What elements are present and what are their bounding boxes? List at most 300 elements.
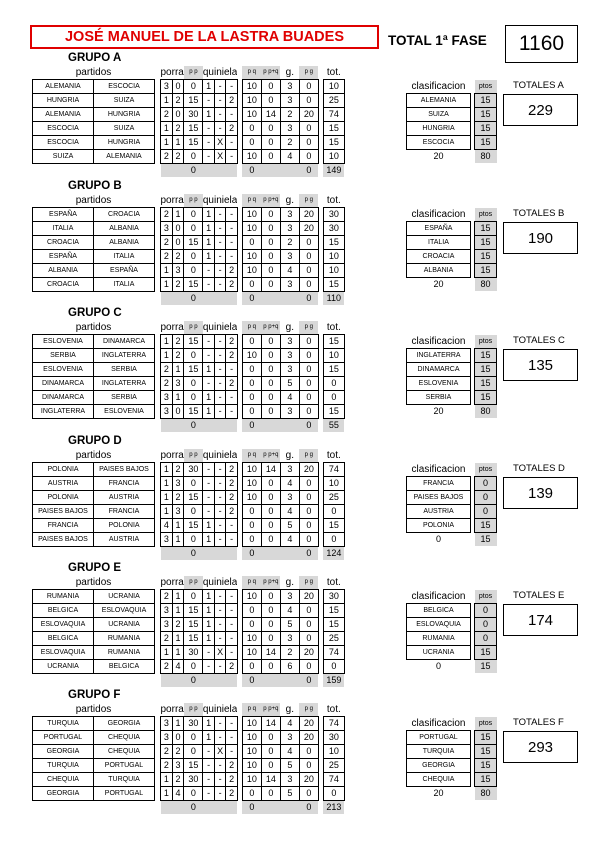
classification-team: PORTUGAL xyxy=(407,731,471,745)
header-pg: p g xyxy=(299,449,318,463)
header-porra: porra xyxy=(160,195,184,206)
points-quiniela: 10 xyxy=(242,208,261,222)
match-row xyxy=(33,363,345,377)
quiniela-x: - xyxy=(214,208,225,222)
quiniela-2: - xyxy=(226,717,238,731)
score-home: 3 xyxy=(161,618,173,632)
team-home: ESCOCIA xyxy=(33,122,94,136)
team-away: FRANCIA xyxy=(94,477,155,491)
points-porra-quiniela: 0 xyxy=(261,660,280,674)
quiniela-x: - xyxy=(214,491,225,505)
team-away: UCRANIA xyxy=(94,618,155,632)
classification-points: 15 xyxy=(475,349,497,363)
quiniela-2: 2 xyxy=(226,264,238,278)
quiniela-2: - xyxy=(226,590,238,604)
row-total: 10 xyxy=(323,477,344,491)
team-home: DINAMARCA xyxy=(33,391,94,405)
score-away: 2 xyxy=(172,122,184,136)
match-row xyxy=(33,250,345,264)
points-goals: 0 xyxy=(299,150,318,164)
quiniela-1: - xyxy=(203,335,214,349)
points-porra: 15 xyxy=(184,618,203,632)
score-home: 3 xyxy=(161,391,173,405)
goals: 3 xyxy=(280,731,299,745)
points-porra: 0 xyxy=(184,787,203,801)
goals: 3 xyxy=(280,463,299,477)
header-clasificacion: clasificacion xyxy=(411,81,466,92)
classification-team: TURQUIA xyxy=(407,745,471,759)
points-porra-quiniela: 0 xyxy=(261,349,280,363)
quiniela-1: 1 xyxy=(203,222,214,236)
points-porra: 0 xyxy=(184,660,203,674)
quiniela-2: 2 xyxy=(226,122,238,136)
points-goals: 0 xyxy=(299,349,318,363)
header-g: g. xyxy=(285,577,295,588)
sum-points-goals: 0 xyxy=(299,801,318,815)
points-quiniela: 0 xyxy=(242,335,261,349)
quiniela-1: - xyxy=(203,660,214,674)
score-home: 2 xyxy=(161,660,173,674)
points-goals: 0 xyxy=(299,94,318,108)
sum-points-porra: 0 xyxy=(184,164,203,178)
points-porra: 15 xyxy=(184,236,203,250)
team-home: ESLOVAQUIA xyxy=(33,646,94,660)
quiniela-2: 2 xyxy=(226,505,238,519)
header-quiniela: quiniela xyxy=(202,195,238,206)
classification-row xyxy=(407,363,497,377)
points-goals: 0 xyxy=(299,136,318,150)
score-away: 3 xyxy=(172,477,184,491)
points-quiniela: 0 xyxy=(242,787,261,801)
row-total: 0 xyxy=(323,787,344,801)
team-away: CHEQUIA xyxy=(94,745,155,759)
score-home: 3 xyxy=(161,405,173,419)
team-home: INGLATERRA xyxy=(33,405,94,419)
team-away: ITALIA xyxy=(94,278,155,292)
sum-points-quiniela: 0 xyxy=(242,164,261,178)
points-porra-quiniela: 0 xyxy=(261,236,280,250)
quiniela-2: 2 xyxy=(226,463,238,477)
points-goals: 0 xyxy=(299,80,318,94)
classification-team: ESCOCIA xyxy=(407,136,471,150)
score-home: 2 xyxy=(161,759,173,773)
sum-blank xyxy=(261,164,280,178)
team-home: ALBANIA xyxy=(33,264,94,278)
goals: 3 xyxy=(280,632,299,646)
goals: 4 xyxy=(280,477,299,491)
group-totals-label: TOTALES A xyxy=(513,80,564,91)
score-home: 1 xyxy=(161,94,173,108)
classification-row xyxy=(407,250,497,264)
header-g: g. xyxy=(285,67,295,78)
sum-blank xyxy=(33,547,161,561)
quiniela-x: - xyxy=(214,477,225,491)
header-quiniela: quiniela xyxy=(202,704,238,715)
quiniela-2: - xyxy=(226,250,238,264)
points-quiniela: 10 xyxy=(242,731,261,745)
sum-blank xyxy=(161,419,184,433)
group-totals-value: 135 xyxy=(503,349,578,381)
classification-row xyxy=(407,477,497,491)
classification-team: GEORGIA xyxy=(407,759,471,773)
header-clasificacion: clasificacion xyxy=(411,464,466,475)
points-goals: 20 xyxy=(299,773,318,787)
quiniela-x: - xyxy=(214,787,225,801)
goals: 5 xyxy=(280,618,299,632)
team-home: CROACIA xyxy=(33,236,94,250)
header-clasificacion: clasificacion xyxy=(411,718,466,729)
sum-blank xyxy=(161,292,184,306)
score-home: 2 xyxy=(161,236,173,250)
group-title: GRUPO B xyxy=(68,180,122,192)
goals: 3 xyxy=(280,278,299,292)
group-totals-label: TOTALES F xyxy=(513,717,564,728)
sum-blank xyxy=(33,674,161,688)
points-porra-quiniela: 14 xyxy=(261,463,280,477)
quiniela-x: - xyxy=(214,391,225,405)
group-title: GRUPO A xyxy=(68,52,122,64)
team-away: INGLATERRA xyxy=(94,349,155,363)
row-total: 10 xyxy=(323,349,344,363)
classification-points: 15 xyxy=(475,759,497,773)
team-away: ESCOCIA xyxy=(94,80,155,94)
sum-blank xyxy=(203,801,237,815)
quiniela-x: - xyxy=(214,236,225,250)
score-away: 4 xyxy=(172,787,184,801)
group-totals-value: 229 xyxy=(503,94,578,126)
score-home: 1 xyxy=(161,773,173,787)
score-away: 2 xyxy=(172,335,184,349)
points-goals: 20 xyxy=(299,731,318,745)
header-pp: p p xyxy=(184,321,203,335)
header-clasificacion: clasificacion xyxy=(411,336,466,347)
goals: 2 xyxy=(280,646,299,660)
score-away: 2 xyxy=(172,745,184,759)
points-goals: 0 xyxy=(299,618,318,632)
goals: 6 xyxy=(280,660,299,674)
header-pq: p q xyxy=(242,321,261,335)
quiniela-1: - xyxy=(203,773,214,787)
row-total: 10 xyxy=(323,150,344,164)
team-home: ESLOVAQUIA xyxy=(33,618,94,632)
points-porra-quiniela: 0 xyxy=(261,264,280,278)
header-ppq: p p+q xyxy=(261,703,280,717)
team-away: ALEMANIA xyxy=(94,150,155,164)
score-home: 2 xyxy=(161,745,173,759)
sum-blank xyxy=(280,801,299,815)
sum-blank xyxy=(261,674,280,688)
team-home: FRANCIA xyxy=(33,519,94,533)
team-away: HUNGRIA xyxy=(94,136,155,150)
quiniela-x: - xyxy=(214,618,225,632)
points-porra-quiniela: 0 xyxy=(261,391,280,405)
row-total: 0 xyxy=(323,660,344,674)
goals: 3 xyxy=(280,335,299,349)
header-tot: tot. xyxy=(326,67,341,78)
classification-footer-right: 80 xyxy=(475,150,497,164)
row-total: 30 xyxy=(323,208,344,222)
row-total: 25 xyxy=(323,632,344,646)
header-partidos: partidos xyxy=(75,450,112,461)
team-home: DINAMARCA xyxy=(33,377,94,391)
team-away: SUIZA xyxy=(94,122,155,136)
classification-footer-right: 80 xyxy=(475,787,497,801)
header-tot: tot. xyxy=(326,704,341,715)
quiniela-1: 1 xyxy=(203,405,214,419)
team-away: ESPAÑA xyxy=(94,264,155,278)
score-home: 4 xyxy=(161,519,173,533)
sum-blank xyxy=(33,164,161,178)
row-total: 25 xyxy=(323,759,344,773)
classification-team: UCRANIA xyxy=(407,646,471,660)
classification-footer-left: 20 xyxy=(433,279,444,289)
header-partidos: partidos xyxy=(75,195,112,206)
team-home: ESLOVENIA xyxy=(33,363,94,377)
points-quiniela: 0 xyxy=(242,405,261,419)
points-goals: 20 xyxy=(299,222,318,236)
header-partidos: partidos xyxy=(75,704,112,715)
header-pq: p q xyxy=(242,703,261,717)
score-home: 2 xyxy=(161,108,173,122)
points-goals: 0 xyxy=(299,505,318,519)
score-home: 3 xyxy=(161,731,173,745)
header-pg: p g xyxy=(299,194,318,208)
row-total: 10 xyxy=(323,80,344,94)
quiniela-1: - xyxy=(203,787,214,801)
points-porra-quiniela: 0 xyxy=(261,250,280,264)
team-away: ESLOVAQUIA xyxy=(94,604,155,618)
sum-blank xyxy=(280,674,299,688)
team-home: POLONIA xyxy=(33,463,94,477)
score-away: 1 xyxy=(172,632,184,646)
classification-team: ALEMANIA xyxy=(407,94,471,108)
sum-blank xyxy=(280,164,299,178)
row-total: 30 xyxy=(323,590,344,604)
points-porra: 15 xyxy=(184,363,203,377)
points-goals: 0 xyxy=(299,391,318,405)
header-ppq: p p+q xyxy=(261,66,280,80)
total-phase-value: 1160 xyxy=(505,25,578,63)
quiniela-1: - xyxy=(203,745,214,759)
points-porra: 15 xyxy=(184,519,203,533)
team-away: CHEQUIA xyxy=(94,731,155,745)
points-goals: 20 xyxy=(299,463,318,477)
classification-team: AUSTRIA xyxy=(407,505,471,519)
header-porra: porra xyxy=(160,322,184,333)
quiniela-2: - xyxy=(226,150,238,164)
row-total: 74 xyxy=(323,717,344,731)
points-quiniela: 10 xyxy=(242,717,261,731)
goals: 3 xyxy=(280,94,299,108)
goals: 3 xyxy=(280,491,299,505)
classification-table xyxy=(406,717,497,800)
quiniela-1: - xyxy=(203,377,214,391)
points-porra: 0 xyxy=(184,250,203,264)
sum-points-goals: 0 xyxy=(299,674,318,688)
score-away: 3 xyxy=(172,264,184,278)
match-row xyxy=(33,108,345,122)
points-porra-quiniela: 14 xyxy=(261,717,280,731)
header-ppq: p p+q xyxy=(261,194,280,208)
classification-points: 15 xyxy=(475,94,497,108)
match-row xyxy=(33,533,345,547)
match-row xyxy=(33,590,345,604)
classification-team: INGLATERRA xyxy=(407,349,471,363)
points-porra-quiniela: 14 xyxy=(261,646,280,660)
header-g: g. xyxy=(285,450,295,461)
points-goals: 0 xyxy=(299,477,318,491)
team-home: PAISES BAJOS xyxy=(33,505,94,519)
group-title: GRUPO D xyxy=(68,435,122,447)
goals: 4 xyxy=(280,505,299,519)
quiniela-1: - xyxy=(203,94,214,108)
quiniela-x: - xyxy=(214,505,225,519)
quiniela-x: - xyxy=(214,519,225,533)
match-row xyxy=(33,236,345,250)
row-total: 25 xyxy=(323,491,344,505)
score-home: 1 xyxy=(161,349,173,363)
score-away: 0 xyxy=(172,108,184,122)
match-row xyxy=(33,222,345,236)
points-porra: 0 xyxy=(184,731,203,745)
sum-points-porra: 0 xyxy=(184,292,203,306)
team-home: HUNGRIA xyxy=(33,94,94,108)
quiniela-x: - xyxy=(214,222,225,236)
classification-footer-left: 0 xyxy=(435,661,441,671)
quiniela-2: 2 xyxy=(226,335,238,349)
goals: 3 xyxy=(280,349,299,363)
points-porra: 0 xyxy=(184,80,203,94)
points-quiniela: 10 xyxy=(242,745,261,759)
points-porra: 0 xyxy=(184,745,203,759)
score-away: 2 xyxy=(172,94,184,108)
match-row xyxy=(33,94,345,108)
quiniela-2: - xyxy=(226,236,238,250)
quiniela-1: 1 xyxy=(203,363,214,377)
classification-row xyxy=(407,731,497,745)
goals: 5 xyxy=(280,787,299,801)
row-total: 25 xyxy=(323,94,344,108)
match-row xyxy=(33,745,345,759)
points-quiniela: 10 xyxy=(242,632,261,646)
sum-blank xyxy=(280,419,299,433)
header-partidos: partidos xyxy=(75,577,112,588)
group-title: GRUPO E xyxy=(68,562,122,574)
header-porra: porra xyxy=(160,704,184,715)
match-row xyxy=(33,519,345,533)
quiniela-x: - xyxy=(214,463,225,477)
classification-row xyxy=(407,122,497,136)
points-porra: 0 xyxy=(184,264,203,278)
points-porra: 0 xyxy=(184,477,203,491)
points-porra-quiniela: 0 xyxy=(261,150,280,164)
sum-total: 124 xyxy=(323,547,344,561)
quiniela-1: - xyxy=(203,122,214,136)
classification-footer-left: 20 xyxy=(433,151,444,161)
points-goals: 0 xyxy=(299,236,318,250)
team-home: RUMANIA xyxy=(33,590,94,604)
points-porra: 15 xyxy=(184,759,203,773)
sum-total: 55 xyxy=(323,419,344,433)
quiniela-x: - xyxy=(214,335,225,349)
score-home: 2 xyxy=(161,377,173,391)
points-porra-quiniela: 0 xyxy=(261,377,280,391)
group-totals-label: TOTALES E xyxy=(513,590,565,601)
quiniela-1: 1 xyxy=(203,533,214,547)
classification-team: ESLOVAQUIA xyxy=(407,618,471,632)
team-away: SERBIA xyxy=(94,391,155,405)
score-away: 2 xyxy=(172,463,184,477)
row-total: 10 xyxy=(323,250,344,264)
sum-total: 159 xyxy=(323,674,344,688)
sum-points-quiniela: 0 xyxy=(242,801,261,815)
points-quiniela: 10 xyxy=(242,108,261,122)
group-totals-value: 174 xyxy=(503,604,578,636)
score-home: 3 xyxy=(161,80,173,94)
sum-points-quiniela: 0 xyxy=(242,292,261,306)
score-home: 2 xyxy=(161,632,173,646)
score-away: 0 xyxy=(172,236,184,250)
classification-row xyxy=(407,349,497,363)
score-home: 2 xyxy=(161,208,173,222)
header-ppq: p p+q xyxy=(261,449,280,463)
header-tot: tot. xyxy=(326,450,341,461)
score-home: 3 xyxy=(161,533,173,547)
classification-points: 0 xyxy=(475,505,497,519)
classification-footer-right: 80 xyxy=(475,278,497,292)
group-totals-label: TOTALES B xyxy=(513,208,565,219)
team-away: BELGICA xyxy=(94,660,155,674)
match-row xyxy=(33,646,345,660)
quiniela-1: - xyxy=(203,136,214,150)
score-home: 1 xyxy=(161,646,173,660)
classification-team: ALBANIA xyxy=(407,264,471,278)
score-away: 0 xyxy=(172,405,184,419)
header-porra: porra xyxy=(160,67,184,78)
points-quiniela: 0 xyxy=(242,236,261,250)
sum-blank xyxy=(203,164,237,178)
match-row xyxy=(33,787,345,801)
score-away: 1 xyxy=(172,646,184,660)
quiniela-2: - xyxy=(226,533,238,547)
points-goals: 0 xyxy=(299,533,318,547)
points-porra-quiniela: 0 xyxy=(261,533,280,547)
classification-team: ESLOVENIA xyxy=(407,377,471,391)
score-home: 1 xyxy=(161,491,173,505)
classification-team: SERBIA xyxy=(407,391,471,405)
classification-team: POLONIA xyxy=(407,519,471,533)
goals: 5 xyxy=(280,519,299,533)
score-away: 1 xyxy=(172,590,184,604)
points-goals: 0 xyxy=(299,335,318,349)
points-porra: 15 xyxy=(184,405,203,419)
points-porra-quiniela: 0 xyxy=(261,759,280,773)
classification-row xyxy=(407,108,497,122)
score-home: 1 xyxy=(161,335,173,349)
points-quiniela: 0 xyxy=(242,519,261,533)
header-pp: p p xyxy=(184,576,203,590)
matches-table xyxy=(32,321,345,432)
points-porra-quiniela: 0 xyxy=(261,278,280,292)
quiniela-1: 1 xyxy=(203,80,214,94)
quiniela-2: 2 xyxy=(226,773,238,787)
points-quiniela: 10 xyxy=(242,646,261,660)
points-goals: 0 xyxy=(299,278,318,292)
points-quiniela: 10 xyxy=(242,477,261,491)
match-row xyxy=(33,136,345,150)
quiniela-x: - xyxy=(214,604,225,618)
match-row xyxy=(33,80,345,94)
